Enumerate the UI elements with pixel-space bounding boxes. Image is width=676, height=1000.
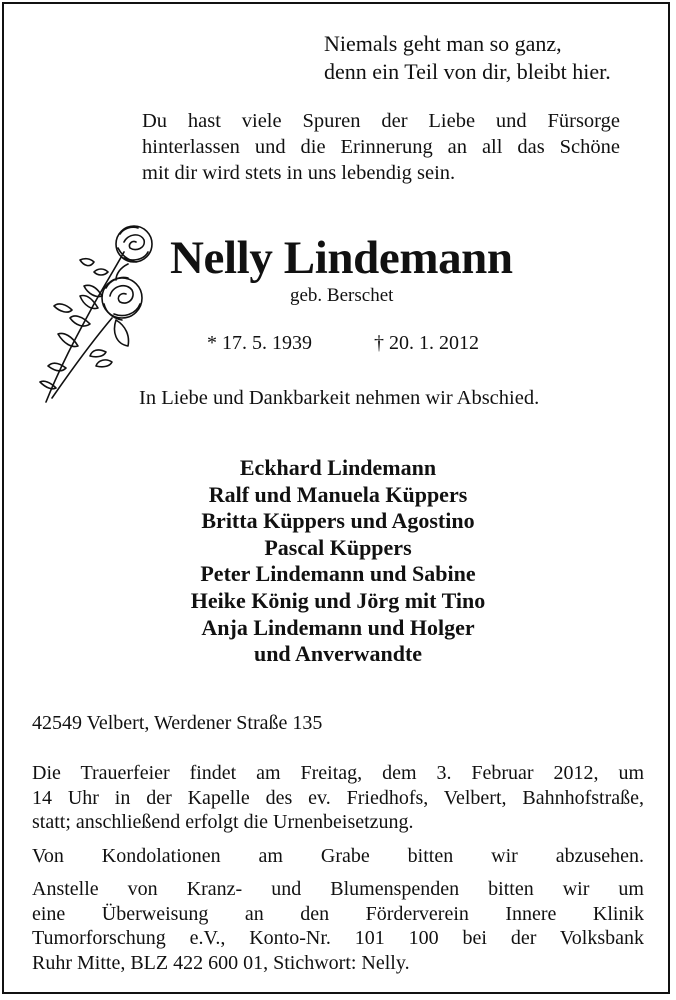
motto-line: Niemals geht man so ganz, [324, 31, 562, 56]
mourner-name: und Anverwandte [253, 641, 423, 667]
condolence-paragraph [32, 844, 644, 869]
paragraph-line: eine Überweisung an den Förderverein Innere Klinik [32, 902, 644, 925]
paragraph-line: Die Trauerfeier findet am Freitag, dem 3. Februar 2012, um [32, 762, 644, 784]
mourner-name: Eckhard Lindemann [239, 455, 437, 480]
paragraph-line: Anstelle von Kranz- und Blumenspenden bitten wir um [32, 878, 644, 900]
intro-line: hinterlassen und die Erinnerung an all das Schöne [142, 136, 620, 158]
mourners-list [4, 455, 672, 668]
paragraph-line: statt; anschließend erfolgt die Urnenbeisetzung. [32, 811, 414, 833]
death-date: † 20. 1. 2012 [374, 332, 479, 354]
maiden-name: geb. Berschet [290, 285, 394, 306]
intro-text [142, 108, 620, 186]
motto-line: denn ein Teil von dir, bleibt hier. [324, 59, 611, 84]
intro-line: Du hast viele Spuren der Liebe und Fürsorge [142, 110, 620, 132]
intro-line: mit dir wird stets in uns lebendig sein. [142, 162, 456, 184]
mourner-name: Britta Küppers und Agostino [201, 508, 475, 534]
donation-paragraph [32, 877, 644, 975]
motto [324, 30, 611, 86]
mourner-name: Anja Lindemann und Holger [201, 614, 475, 640]
mourner-name: Pascal Küppers [264, 534, 412, 560]
address: 42549 Velbert, Werdener Straße 135 [32, 712, 323, 734]
farewell-text: In Liebe und Dankbarkeit nehmen wir Abschied. [139, 387, 540, 409]
obituary-frame [2, 2, 670, 994]
mourner-name: Heike König und Jörg mit Tino [190, 587, 486, 613]
funeral-info-paragraph [32, 761, 644, 835]
paragraph-line: Tumorforschung e.V., Konto-Nr. 101 100 bei der Volksbank [32, 927, 644, 949]
mourner-name: Ralf und Manuela Küppers [208, 481, 468, 507]
paragraph-line: Von Kondolationen am Grabe bitten wir abzusehen. [32, 845, 644, 867]
rose-icon [32, 212, 162, 412]
paragraph-line: 14 Uhr in der Kapelle des ev. Friedhofs, Velbert, Bahnhofstraße, [32, 786, 644, 809]
paragraph-line: Ruhr Mitte, BLZ 422 600 01, Stichwort: Nelly. [32, 951, 410, 974]
mourner-name: Peter Lindemann und Sabine [200, 561, 476, 587]
birth-date: * 17. 5. 1939 [207, 332, 312, 354]
deceased-name: Nelly Lindemann [170, 232, 513, 284]
